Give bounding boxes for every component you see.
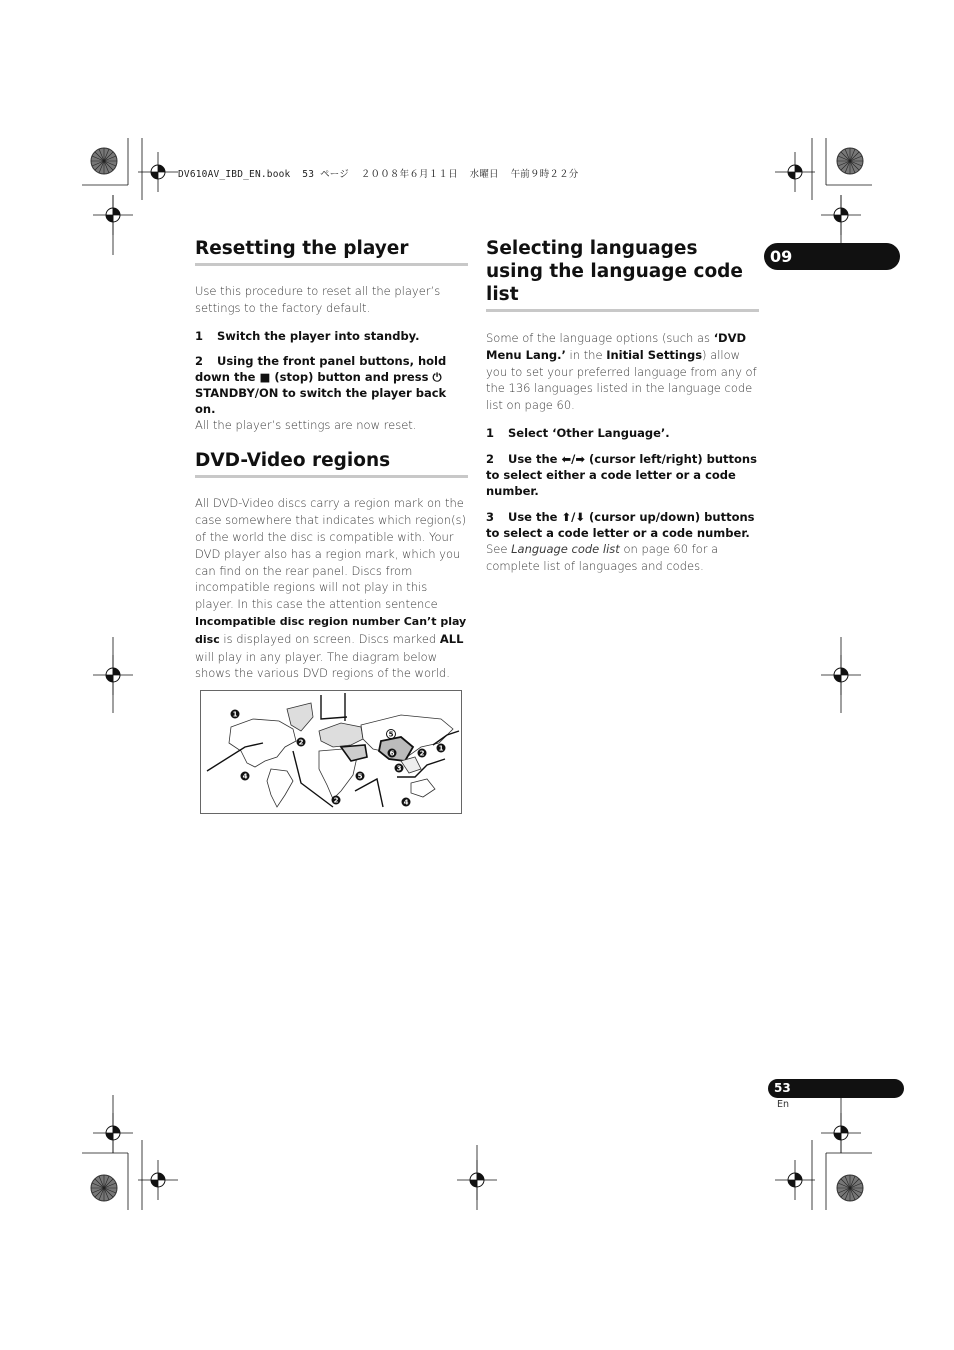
text: in the — [569, 347, 603, 362]
text: All DVD-Video discs carry a region mark on the case somewhere that indicates which region(s) of the world the disc is compatible with. Your DVD player also has a region mark, which you can find on the rear panel. Discs from incompatible regions will not play in this player. In this case the attention sentence — [195, 496, 467, 612]
reset-result: All the player’s settings are now reset. — [195, 417, 417, 432]
step-text: Use the — [508, 509, 558, 524]
cursor-left-right-icon: ⬅/➡ — [561, 451, 585, 466]
region-marker: 5 — [357, 772, 363, 781]
reset-step-1 — [195, 328, 468, 344]
region-marker: 2 — [333, 796, 339, 805]
reset-step-2 — [195, 353, 468, 417]
step-text: Use the — [508, 451, 558, 466]
print-header: DV610AV_IBD_EN.book 53 ページ ２００８年６月１１日 水曜日 午前９時２２分 — [178, 169, 579, 180]
cursor-up-down-icon: ⬆/⬇ — [561, 509, 585, 524]
step-text: Select ‘Other Language’. — [508, 425, 670, 440]
step-number: 2 — [195, 353, 204, 368]
step-text: (stop) button and press — [274, 369, 429, 384]
region-marker: 6 — [389, 749, 395, 758]
text: on page 60 for a complete list of languages and codes. — [486, 541, 719, 573]
language-step-2 — [486, 451, 759, 499]
heading-rule — [195, 263, 468, 266]
menu-name: Initial Settings — [606, 347, 703, 362]
region-marker: 5 — [388, 730, 394, 739]
heading-rule — [195, 475, 468, 478]
step-text: (cursor left/right) buttons to select either a code letter or a code number. — [486, 451, 757, 498]
heading-rule — [486, 309, 759, 312]
region-marker: 2 — [419, 749, 425, 758]
page-number: 53 — [768, 1079, 904, 1098]
step-text: Using the front panel buttons, hold down the — [195, 353, 447, 384]
text: Some of the language options (such as — [486, 331, 711, 345]
chapter-tab: 09 — [764, 243, 900, 270]
text: is displayed on screen. Discs marked — [223, 631, 437, 646]
regions-paragraph — [195, 495, 468, 682]
setting-name: ‘DVD Menu Lang.’ — [486, 331, 747, 362]
region-markers — [201, 691, 461, 813]
step-number: 1 — [486, 425, 495, 440]
language-step-3 — [486, 509, 759, 541]
dvd-region-map — [200, 690, 462, 814]
region-marker: 4 — [403, 798, 409, 807]
step-number: 3 — [486, 509, 495, 524]
step-text: (cursor up/down) buttons to select a code letter or a code number. — [486, 509, 755, 540]
region-marker: 1 — [232, 710, 238, 719]
text: will play in any player. The diagram below shows the various DVD regions of the world. — [195, 649, 450, 681]
step-text: Switch the player into standby. — [217, 328, 420, 343]
language-label: En — [777, 1099, 790, 1110]
language-heading: Selecting languages using the language code list — [486, 238, 743, 305]
regions-heading: DVD-Video regions — [195, 450, 391, 472]
language-step-1 — [486, 425, 759, 441]
all-mark: ALL — [439, 631, 464, 646]
right-column — [486, 237, 759, 575]
cross-reference: Language code list — [511, 541, 620, 556]
left-column — [195, 237, 468, 682]
region-marker: 1 — [438, 744, 444, 753]
language-intro — [486, 330, 759, 414]
reset-heading: Resetting the player — [195, 238, 409, 259]
on-screen-message: Incompatible disc region number Can’t play disc — [195, 614, 467, 646]
text: See — [486, 541, 508, 556]
power-icon: ⏻ — [432, 369, 442, 384]
region-marker: 3 — [396, 764, 402, 773]
reset-intro: Use this procedure to reset all the player’s settings to the factory default. — [195, 284, 441, 315]
step-number: 2 — [486, 451, 495, 466]
region-marker: 4 — [242, 772, 248, 781]
step-number: 1 — [195, 328, 204, 343]
region-marker: 2 — [298, 738, 304, 747]
text: ) allow you to set your preferred language from any of the 136 languages listed in the language code list on page 60. — [486, 347, 757, 413]
stop-icon: ■ — [259, 369, 271, 384]
step-text: STANDBY/ON to switch the player back on. — [195, 385, 447, 416]
language-note — [486, 541, 759, 575]
